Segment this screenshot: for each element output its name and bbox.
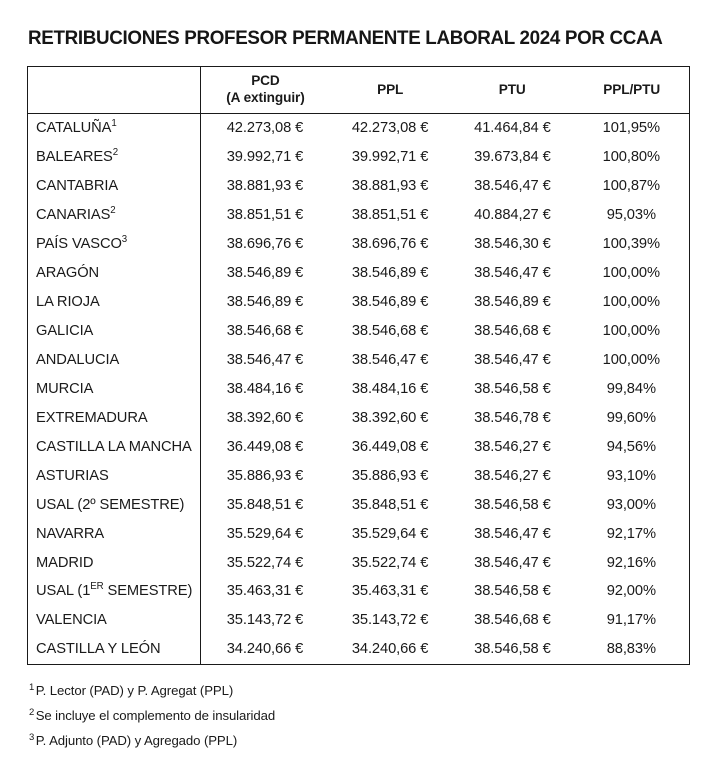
cell-ptu: 38.546,47 € [474, 554, 551, 571]
cell-region: CANTABRIA [28, 172, 201, 201]
footnote-item: $^1$ P. Lector (PAD) y P. Agregat (PPL) [29, 681, 234, 698]
footnote-item: $^3$ P. Adjunto (PAD) y Agregado (PPL) [29, 731, 238, 748]
cell-region: ARAGÓN [28, 259, 201, 288]
footnote-marker: 3 [29, 731, 35, 743]
cell-ppl: 38.696,76 € [351, 236, 429, 253]
cell-ptu: 38.546,68 € [474, 323, 551, 340]
cell-region: CANARIAS$^2$ [28, 201, 201, 230]
cell-ppl: 35.143,72 € [351, 612, 429, 629]
table-row [28, 172, 689, 201]
cell-pcd: 35.463,31 € [226, 583, 304, 600]
table-row [28, 461, 689, 490]
cell-ppl: 35.529,64 € [351, 525, 429, 542]
table-row [28, 490, 689, 519]
table-row [28, 432, 689, 461]
cell-ratio: 100,00% [602, 294, 660, 311]
table-row [28, 114, 689, 143]
cell-ppl: 38.546,68 € [351, 323, 429, 340]
cell-pcd: 35.529,64 € [226, 525, 304, 542]
cell-ppl: 38.484,16 € [351, 380, 429, 397]
cell-pcd: 38.546,47 € [226, 351, 304, 368]
footnote-marker: 3 [121, 234, 128, 246]
table-row [28, 201, 689, 230]
cell-ptu: 38.546,58 € [474, 380, 551, 397]
cell-ppl: 38.881,93 € [351, 178, 429, 195]
cell-ptu: 38.546,47 € [474, 351, 551, 368]
cell-ratio: 93,10% [606, 467, 656, 484]
cell-pcd: 35.522,74 € [226, 554, 304, 571]
cell-region: EXTREMADURA [28, 403, 201, 432]
footnote-marker: 2 [112, 147, 119, 159]
cell-ratio: 92,00% [606, 583, 656, 600]
cell-ppl: 35.522,74 € [351, 554, 429, 571]
cell-ptu: 38.546,27 € [474, 467, 551, 484]
cell-ppl: 35.848,51 € [351, 496, 429, 513]
column-header-region [31, 67, 197, 114]
cell-ratio: 92,17% [606, 525, 656, 542]
cell-region: ANDALUCIA [28, 346, 201, 375]
column-header-ptu: PTU [454, 67, 571, 114]
table-row [28, 635, 689, 664]
table-row [28, 143, 689, 172]
cell-ptu: 38.546,30 € [474, 236, 551, 253]
cell-region: CASTILLA LA MANCHA [28, 432, 201, 461]
region-superscript: ER [90, 581, 104, 593]
cell-ptu: 38.546,58 € [474, 496, 551, 513]
cell-ppl: 38.392,60 € [351, 409, 429, 426]
cell-pcd: 35.886,93 € [226, 467, 304, 484]
column-header-ppl: PPL [331, 67, 448, 114]
footnote-marker: 1 [111, 118, 117, 130]
cell-ptu: 41.464,84 € [474, 120, 551, 137]
cell-ptu: 38.546,47 € [474, 265, 551, 282]
cell-region: PAÍS VASCO$^3$ [28, 230, 201, 259]
footnote-marker: 2 [110, 205, 116, 217]
table-row [28, 259, 689, 288]
cell-pcd: 38.546,89 € [226, 294, 304, 311]
cell-pcd: 36.449,08 € [226, 438, 304, 455]
table-body [28, 114, 689, 664]
cell-ppl: 35.463,31 € [351, 583, 429, 600]
cell-pcd: 39.992,71 € [226, 149, 304, 166]
table-row [28, 519, 689, 548]
footnote-item: $^2$ Se incluye el complemento de insularidad [29, 706, 276, 723]
footnote-marker: 2 [29, 706, 35, 718]
table-row [28, 548, 689, 577]
cell-ptu: 38.546,58 € [474, 583, 551, 600]
cell-region: USAL (1ER SEMESTRE) [28, 577, 201, 606]
cell-region: MADRID [28, 548, 201, 577]
column-header-pcd-line1: PCD [250, 73, 280, 89]
cell-pcd: 38.696,76 € [226, 236, 304, 253]
table-row [28, 577, 689, 606]
cell-ratio: 88,83% [606, 641, 656, 658]
cell-ptu: 38.546,89 € [474, 294, 551, 311]
cell-ratio: 100,80% [602, 149, 660, 166]
cell-ratio: 99,84% [606, 380, 656, 397]
cell-ptu: 38.546,58 € [474, 641, 551, 658]
column-header-pcd [203, 67, 326, 114]
cell-region: BALEARES$^2$ [28, 143, 201, 172]
table-row [28, 374, 689, 403]
cell-ptu: 39.673,84 € [474, 149, 551, 166]
cell-ppl: 38.546,47 € [351, 351, 429, 368]
cell-pcd: 35.143,72 € [226, 612, 304, 629]
table-row [28, 317, 689, 346]
cell-ratio: 95,03% [606, 207, 656, 224]
cell-ratio: 100,87% [602, 178, 660, 195]
cell-region: USAL (2º SEMESTRE) [28, 490, 201, 519]
table-header [28, 67, 689, 114]
cell-region: VALENCIA [28, 606, 201, 635]
cell-ratio: 100,00% [602, 351, 660, 368]
cell-ppl: 35.886,93 € [351, 467, 429, 484]
table-header-row [28, 67, 689, 114]
cell-pcd: 38.881,93 € [226, 178, 304, 195]
page-title: RETRIBUCIONES PROFESOR PERMANENTE LABORAL 2024 POR CCAA [28, 27, 663, 49]
cell-ptu: 38.546,47 € [474, 178, 551, 195]
cell-pcd: 42.273,08 € [226, 120, 304, 137]
column-header-pcd-line2: (A extinguir) [225, 90, 305, 106]
cell-ptu: 38.546,68 € [474, 612, 551, 629]
cell-ppl: 36.449,08 € [351, 438, 429, 455]
cell-ppl: 39.992,71 € [351, 149, 429, 166]
cell-region: ASTURIAS [28, 461, 201, 490]
cell-ppl: 42.273,08 € [351, 120, 429, 137]
cell-ratio: 94,56% [606, 438, 656, 455]
table-row [28, 606, 689, 635]
table-row [28, 403, 689, 432]
retributions-table-container [27, 66, 690, 665]
cell-pcd: 35.848,51 € [226, 496, 304, 513]
table-row [28, 346, 689, 375]
cell-pcd: 38.484,16 € [226, 380, 304, 397]
cell-ppl: 38.546,89 € [351, 294, 429, 311]
cell-region: CATALUÑA$^1$ [28, 114, 201, 143]
column-header-ratio: PPL/PTU [576, 67, 687, 114]
cell-ppl: 34.240,66 € [351, 641, 429, 658]
cell-region: NAVARRA [28, 519, 201, 548]
cell-region: GALICIA [28, 317, 201, 346]
cell-ratio: 99,60% [606, 409, 656, 426]
cell-ratio: 92,16% [606, 554, 656, 571]
cell-ppl: 38.546,89 € [351, 265, 429, 282]
cell-ppl: 38.851,51 € [351, 207, 429, 224]
cell-ptu: 38.546,78 € [474, 409, 551, 426]
cell-pcd: 38.546,89 € [226, 265, 304, 282]
cell-ratio: 100,00% [602, 265, 660, 282]
cell-ptu: 38.546,27 € [474, 438, 551, 455]
table-row [28, 230, 689, 259]
cell-region: CASTILLA Y LEÓN [28, 635, 201, 664]
cell-pcd: 38.851,51 € [226, 207, 304, 224]
cell-pcd: 38.392,60 € [226, 409, 304, 426]
footnote-marker: 1 [29, 681, 35, 693]
cell-ptu: 38.546,47 € [474, 525, 551, 542]
retributions-table [28, 67, 689, 664]
table-row [28, 288, 689, 317]
cell-region: LA RIOJA [28, 288, 201, 317]
footnotes-list [29, 678, 629, 753]
cell-region: MURCIA [28, 374, 201, 403]
cell-ratio: 100,00% [602, 323, 660, 340]
cell-ratio: 93,00% [606, 496, 656, 513]
cell-pcd: 34.240,66 € [226, 641, 304, 658]
cell-ratio: 91,17% [606, 612, 656, 629]
cell-ptu: 40.884,27 € [474, 207, 551, 224]
cell-ratio: 100,39% [602, 236, 660, 253]
cell-ratio: 101,95% [602, 120, 660, 137]
cell-pcd: 38.546,68 € [226, 323, 304, 340]
